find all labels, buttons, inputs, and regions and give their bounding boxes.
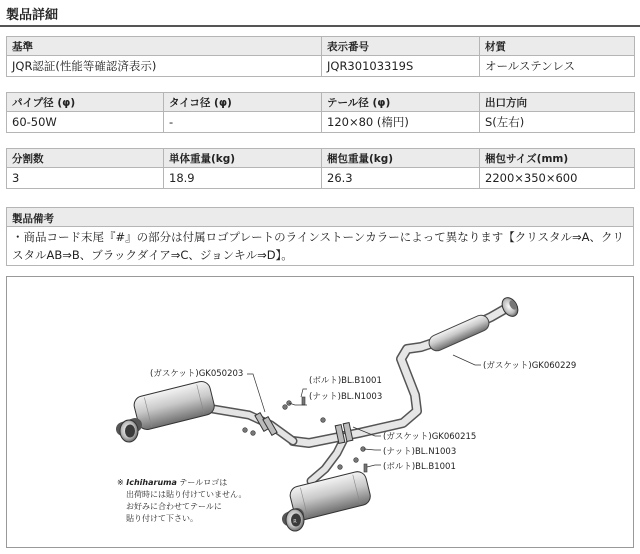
- svg-text:※ Ichiharuma テ: [117, 478, 227, 487]
- value-package-size: 2200×350×600: [480, 168, 635, 189]
- spec-table-weights: [6, 148, 635, 189]
- header-package-size: 梱包サイズ(mm): [480, 149, 635, 168]
- label-gasket-gk060215: (ガスケット)GK060215: [383, 432, 477, 442]
- table-header-row: [7, 37, 635, 56]
- exhaust-parts-diagram: [6, 276, 634, 548]
- exhaust-system-illustration: [7, 277, 633, 547]
- page-title: 製品詳細: [6, 8, 59, 23]
- value-tail-diameter: 120×80 (楕円): [322, 112, 480, 133]
- note-line3: お好みに合わせてテールに: [126, 502, 222, 511]
- brand-logo: Ichiharuma: [126, 478, 177, 487]
- note-line1: テールロゴは: [179, 478, 228, 487]
- value-unit-weight: 18.9: [164, 168, 322, 189]
- header-unit-weight: 単体重量(kg): [164, 149, 322, 168]
- header-display-number: 表示番号: [322, 37, 480, 56]
- table-row: [7, 56, 635, 77]
- center-resonator: [427, 313, 492, 354]
- title-divider: [0, 25, 640, 27]
- header-material: 材質: [480, 37, 635, 56]
- label-gasket-gk060229: (ガスケット)GK060229: [483, 361, 577, 371]
- note-line4: 貼り付けて下さい。: [126, 514, 198, 523]
- header-standard: 基準: [7, 37, 322, 56]
- value-silencer-diameter: -: [164, 112, 322, 133]
- notes-text: ・商品コード末尾『#』の部分は付属ロゴプレートのラインストーンカラーによって異なります【クリスタル⇒A、クリスタルAB⇒B、ブラックダイア⇒C、ジョンキル⇒D】。: [6, 226, 634, 266]
- value-segments: 3: [7, 168, 164, 189]
- left-muffler: [120, 380, 216, 442]
- label-nut-bottom: (ナット)BL.N1003: [383, 447, 457, 457]
- value-package-weight: 26.3: [322, 168, 480, 189]
- spec-table-dimensions: [6, 92, 635, 133]
- table-row: [7, 112, 635, 133]
- note-marker: ※: [117, 478, 124, 487]
- label-bolt-bottom: (ボルト)BL.B1001: [383, 462, 456, 472]
- value-exit-direction: S(左右): [480, 112, 635, 133]
- spec-table-standard: [6, 36, 635, 77]
- header-tail-diameter: テール径 (φ): [322, 93, 480, 112]
- header-pipe-diameter: パイプ径 (φ): [7, 93, 164, 112]
- right-muffler: [286, 470, 372, 531]
- table-row: [7, 168, 635, 189]
- header-exit-direction: 出口方向: [480, 93, 635, 112]
- header-segments: 分割数: [7, 149, 164, 168]
- label-bolt-top: (ボルト)BL.B1001: [309, 376, 382, 386]
- value-material: オールステンレス: [480, 56, 635, 77]
- muffler-badge: R: [293, 519, 297, 525]
- value-pipe-diameter: 60-50W: [7, 112, 164, 133]
- tail-logo-note: [117, 478, 246, 523]
- table-header-row: [7, 149, 635, 168]
- header-package-weight: 梱包重量(kg): [322, 149, 480, 168]
- table-header-row: [7, 93, 635, 112]
- note-line2: 出荷時には貼り付けていません。: [126, 490, 247, 499]
- value-display-number: JQR30103319S: [322, 56, 480, 77]
- header-silencer-diameter: タイコ径 (φ): [164, 93, 322, 112]
- value-standard: JQR認証(性能等確認済表示): [7, 56, 322, 77]
- notes-heading: 製品備考: [6, 207, 634, 227]
- label-nut-top: (ナット)BL.N1003: [309, 392, 383, 402]
- label-gasket-gk050203: (ガスケット)GK050203: [150, 369, 244, 379]
